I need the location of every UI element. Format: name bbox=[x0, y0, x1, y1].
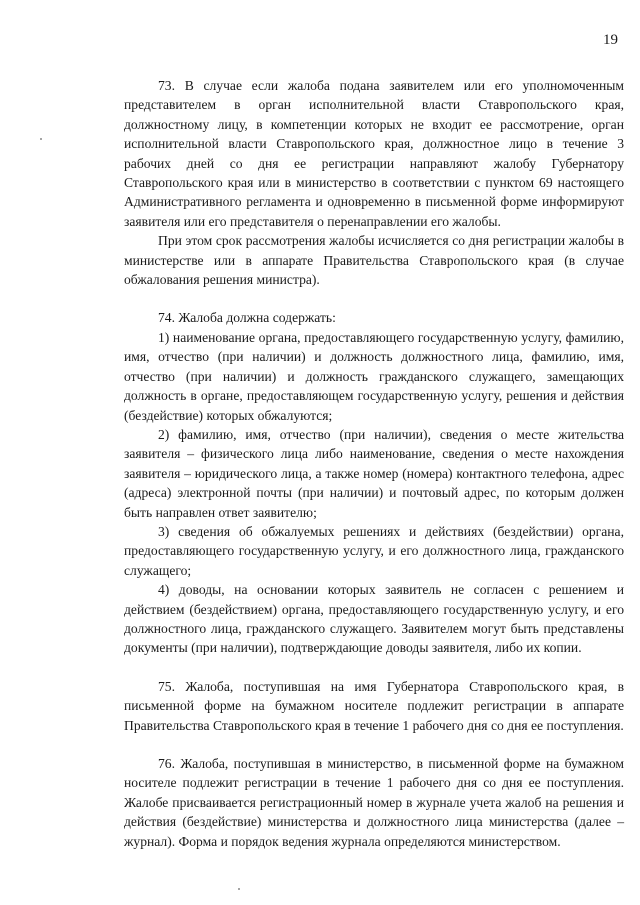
paragraph-74: 74. Жалоба должна содержать: bbox=[158, 310, 336, 326]
paragraph-74-item-2: 2) фамилию, имя, отчество (при наличии), сведения о месте жительства заявителя – физического лица либо наименование, сведения о месте нахождения заявителя – юридического лица, а также номер (номера) контактного телефона, адрес (адреса) электронной почты (при наличии) и почтовый адрес, по которым должен быть направлен ответ заявителю; bbox=[124, 426, 624, 520]
paragraph-75: 75. Жалоба, поступившая на имя Губернатора Ставропольского края, в письменной форме на бумажном носителе подлежит регистрации в аппарате Правительства Ставропольского края в течение 1 рабочего дня со дня ее поступления. bbox=[124, 678, 624, 733]
paragraph-74-item-1: 1) наименование органа, предоставляющего государственную услугу, фамилию, имя, отчество (при наличии) и должность должностного лица, фамилию, имя, отчество (при наличии) и должность гражданского служащего, замещающих должность в органе, предоставляющем государственную услугу, решения и действия (бездействие) которых обжалуются; bbox=[124, 329, 624, 423]
paragraph-74-item-3: 3) сведения об обжалуемых решениях и действиях (бездействии) органа, предоставляющего государственную услугу, и его должностного лица, гражданского служащего; bbox=[124, 523, 624, 578]
paragraph-76: 76. Жалоба, поступившая в министерство, в письменной форме на бумажном носителе подлежит регистрации в течение 1 рабочего дня со дня ее поступления. Жалобе присваивается регистрационный номер в журнале учета жалоб на решения и действия (бездействие) министерства и должностного лица министерства (далее – журнал). Форма и порядок ведения журнала определяются министерством. bbox=[124, 756, 624, 849]
scan-speck bbox=[40, 138, 42, 140]
paragraph-74-item-4: 4) доводы, на основании которых заявитель не согласен с решением и действием (бездействием) органа, предоставляющего государственную услугу, и его должностного лица, гражданского служащего. Заявителем могут быть представлены документы (при наличии), подтверждающие доводы заявителя, либо их копии. bbox=[124, 582, 624, 656]
document-body bbox=[124, 76, 624, 851]
paragraph-73-note: При этом срок рассмотрения жалобы исчисляется со дня регистрации жалобы в министерстве или в аппарате Правительства Ставропольского края (в случае обжалования решения министра). bbox=[124, 233, 624, 288]
scan-speck bbox=[238, 888, 240, 890]
page-number: 19 bbox=[603, 32, 618, 48]
paragraph-73: 73. В случае если жалоба подана заявителем или его уполномоченным представителем в орган исполнительной власти Ставропольского края, должностному лицу, в компетенции которых не входит ее рассмотрение, орган исполнительной власти Ставропольского края, должностное лицо в течение 3 рабочих дней со дня ее регистрации направляют жалобу Губернатору Ставропольского края или в министерство в соответствии с пунктом 69 настоящего Административного регламента и одновременно в письменной форме информируют заявителя или его представителя о перенаправлении его жалобы. bbox=[124, 78, 624, 229]
